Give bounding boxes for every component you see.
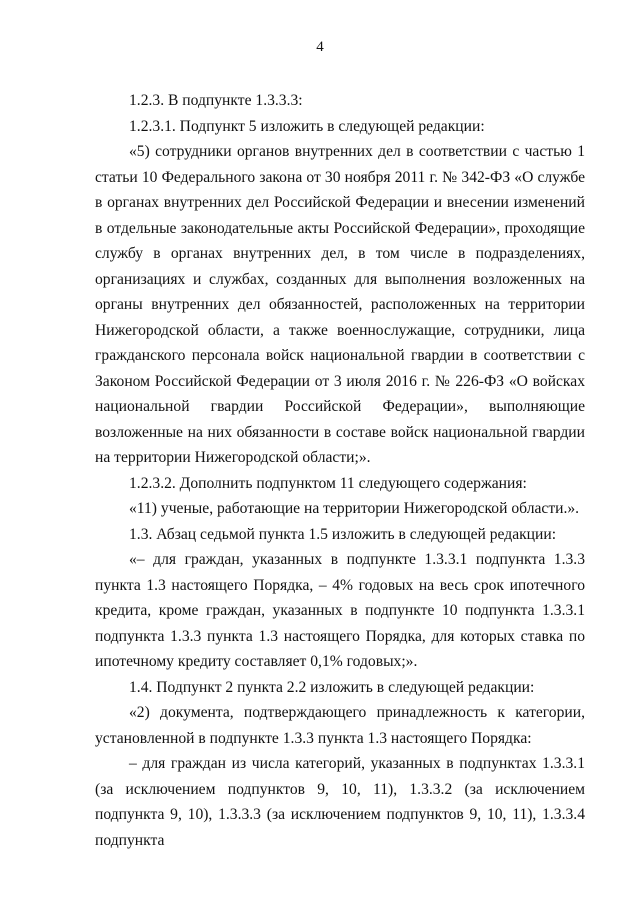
paragraph-1-2-3: 1.2.3. В подпункте 1.3.3.3: (129, 92, 303, 109)
page-number: 4 (316, 39, 324, 55)
paragraph-subitem-11: «11) ученые, работающие на территории Нижегородской области.». (129, 500, 580, 517)
paragraph-1-4: 1.4. Подпункт 2 пункта 2.2 изложить в следующей редакции: (129, 678, 535, 696)
document-body (95, 88, 585, 853)
paragraph-1-3: 1.3. Абзац седьмой пункта 1.5 изложить в следующей редакции: (129, 525, 557, 543)
paragraph-subitem-5: «5) сотрудники органов внутренних дел в соответствии с частью 1 статьи 10 Федерального закона от 30 ноября 2011 г. № 342-ФЗ «О службе в органах внутренних дел Российской Федерации и внесении изменений в отдельные законодательные акты Российской Федерации», проходящие службу в органах внутренних дел, в том числе в подразделениях, организациях и службах, созданных для выполнения возложенных на органы внутренних дел обязанностей, расположенных на территории Нижегородской области, а также военнослужащие, сотрудники, лица гражданского персонала войск национальной гвардии в соответствии с Законом Российской Федерации от 3 июля 2016 г. № 226-ФЗ «О войсках национальной гвардии Российской Федерации», выполняющие возложенные на них обязанности в составе войск национальной гвардии на территории Нижегородской области;». (95, 143, 585, 466)
paragraph-1-2-3-2: 1.2.3.2. Дополнить подпунктом 11 следующего содержания: (129, 474, 527, 492)
paragraph-subitem-2: «2) документа, подтверждающего принадлежность к категории, установленной в подпункте 1.3.3 пункта 1.3 настоящего Порядка: (95, 704, 585, 747)
paragraph-categories-list: – для граждан из числа категорий, указанных в подпунктах 1.3.3.1 (за исключением подпунктов 9, 10, 11), 1.3.3.2 (за исключением подпункта 9, 10), 1.3.3.3 (за исключением подпунктов 9, 10, 11), 1.3.3.4 подпункта (95, 755, 585, 849)
paragraph-interest-rate: «– для граждан, указанных в подпункте 1.3.3.1 подпункта 1.3.3 пункта 1.3 настоящего Порядка, – 4% годовых на весь срок ипотечного кредита, кроме граждан, указанных в подпункте 10 подпункта 1.3.3.1 подпункта 1.3.3 пункта 1.3 настоящего Порядка, для которых ставка по ипотечному кредиту составляет 0,1% годовых;». (95, 551, 585, 670)
paragraph-1-2-3-1: 1.2.3.1. Подпункт 5 изложить в следующей редакции: (129, 117, 485, 135)
